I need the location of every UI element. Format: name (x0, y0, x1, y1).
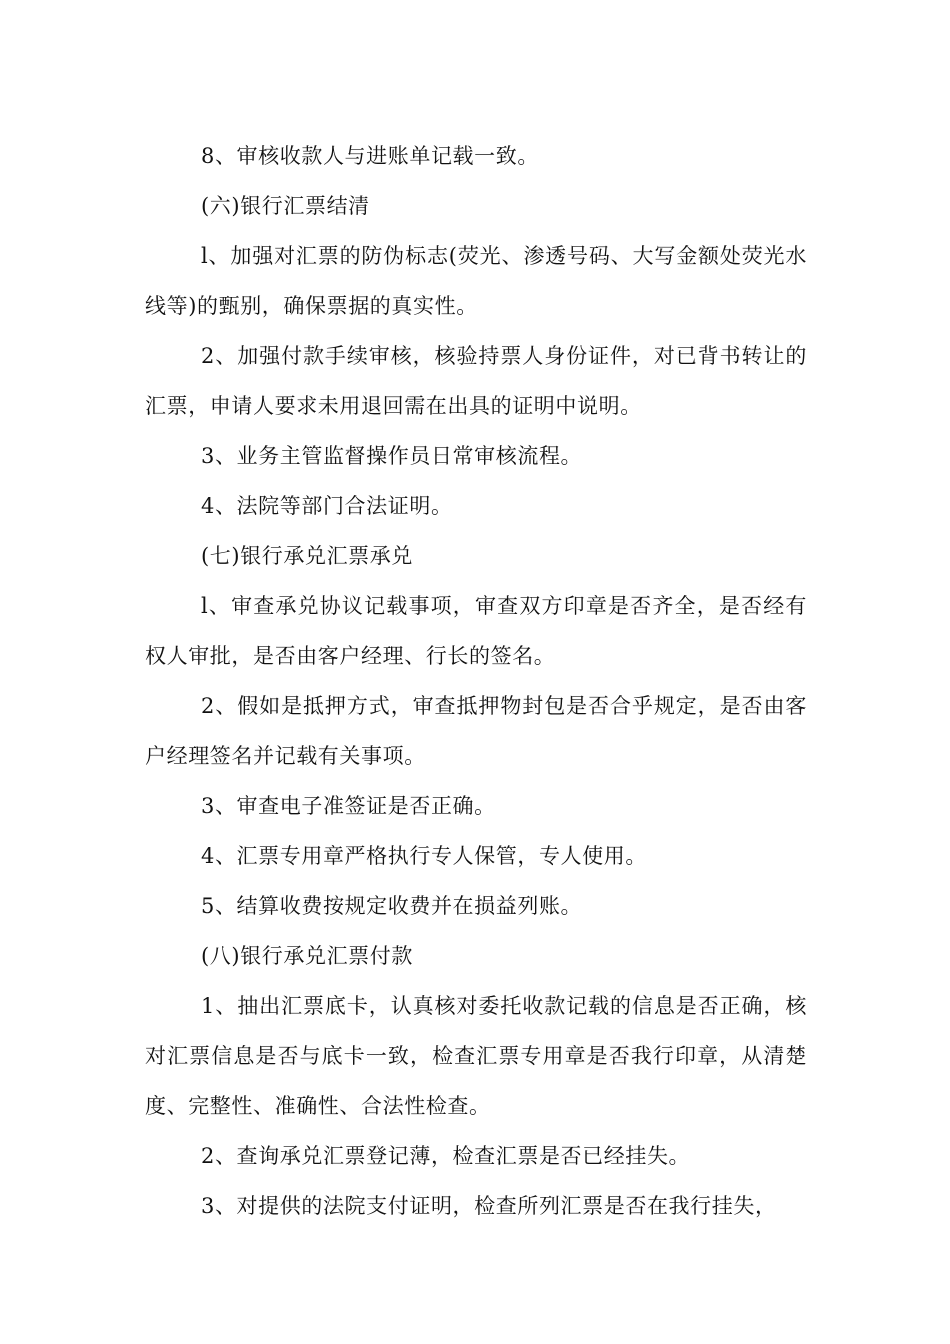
section-heading-6: (六)银行汇票结清 (201, 194, 370, 218)
paragraph-6-3: 3、业务主管监督操作员日常审核流程。 (201, 444, 583, 468)
section-heading-8: (八)银行承兑汇票付款 (201, 944, 413, 968)
paragraph-7-5: 5、结算收费按规定收费并在损益列账。 (201, 894, 583, 918)
section-heading-7: (七)银行承兑汇票承兑 (201, 544, 413, 568)
paragraph-8-3: 3、对提供的法院支付证明，检查所列汇票是否在我行挂失， (201, 1194, 777, 1218)
paragraph-6-2: 2、加强付款手续审核，核验持票人身份证件，对已背书转让的汇票，申请人要求未用退回需在出具的证明中说明。 (145, 344, 807, 418)
paragraph-8-1: 1、抽出汇票底卡，认真核对委托收款记载的信息是否正确，核对汇票信息是否与底卡一致，检查汇票专用章是否我行印章，从清楚度、完整性、准确性、合法性检查。 (145, 994, 807, 1118)
paragraph-6-4: 4、法院等部门合法证明。 (201, 494, 453, 518)
paragraph-7-1: l、审查承兑协议记载事项，审查双方印章是否齐全，是否经有权人审批，是否由客户经理、行长的签名。 (145, 594, 807, 668)
paragraph-7-4: 4、汇票专用章严格执行专人保管，专人使用。 (201, 844, 647, 868)
paragraph-8-2: 2、查询承兑汇票登记薄，检查汇票是否已经挂失。 (201, 1144, 691, 1168)
document-body (145, 131, 807, 1231)
paragraph-6-1: l、加强对汇票的防伪标志(荧光、渗透号码、大写金额处荧光水线等)的甄别，确保票据的真实性。 (145, 244, 807, 318)
paragraph-7-2: 2、假如是抵押方式，审查抵押物封包是否合乎规定，是否由客户经理签名并记载有关事项。 (145, 694, 807, 768)
paragraph-7-3: 3、审查电子准签证是否正确。 (201, 794, 496, 818)
paragraph-item-8: 8、审核收款人与进账单记载一致。 (201, 144, 539, 168)
